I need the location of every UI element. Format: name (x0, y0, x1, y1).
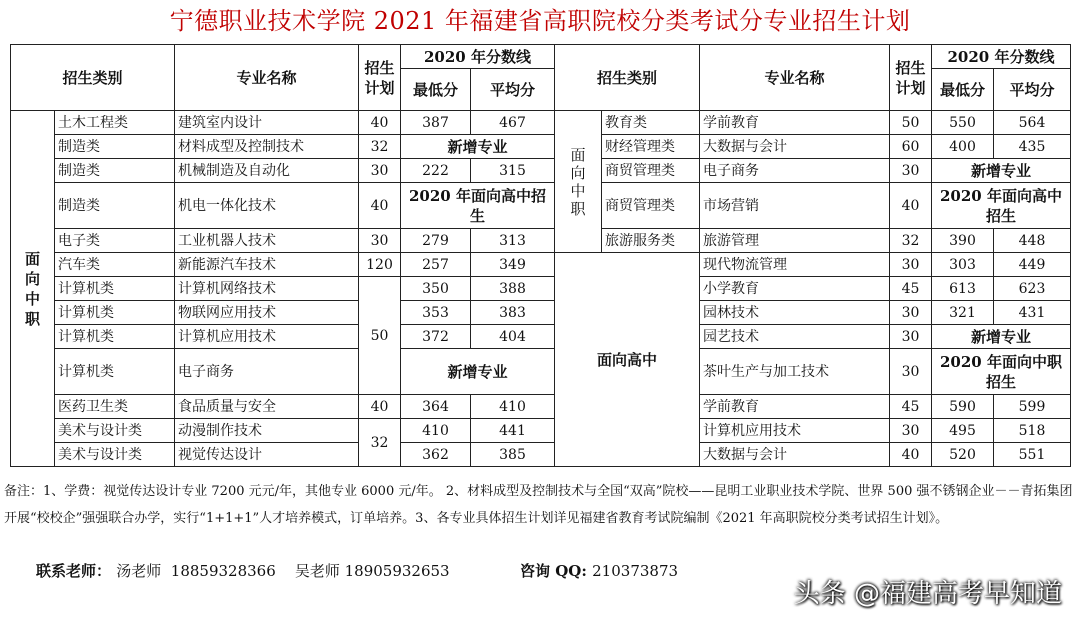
table-cell: 建筑室内设计 (175, 111, 359, 135)
table-cell: 30 (890, 419, 932, 443)
table-cell: 385 (471, 443, 555, 467)
table-cell: 60 (890, 135, 932, 159)
table-cell: 518 (994, 419, 1071, 443)
contact-label: 联系老师： (36, 562, 112, 580)
table-cell: 机械制造及自动化 (175, 159, 359, 183)
table-cell: 旅游服务类 (602, 229, 700, 253)
table-cell: 495 (932, 419, 994, 443)
table-cell: 机电一体化技术 (175, 183, 359, 229)
table-cell: 467 (471, 111, 555, 135)
qq-label: 咨询 QQ: (520, 562, 587, 580)
header-plan: 招生计划 (359, 45, 401, 111)
table-cell: 30 (890, 301, 932, 325)
table-cell: 623 (994, 277, 1071, 301)
header-score-group: 2020 年分数线 (401, 45, 555, 69)
table-cell: 小学教育 (700, 277, 890, 301)
table-cell: 590 (932, 395, 994, 419)
table-cell: 计算机类 (55, 301, 175, 325)
contact-teachers-text: 汤老师 18859328366 吴老师 18905932653 (116, 562, 450, 580)
table-cell: 学前教育 (700, 395, 890, 419)
contact-teachers (36, 560, 450, 582)
table-cell: 电子类 (55, 229, 175, 253)
table-cell: 40 (359, 183, 401, 229)
header-major-right: 专业名称 (700, 45, 890, 111)
table-cell: 旅游管理 (700, 229, 890, 253)
table-cell: 财经管理类 (602, 135, 700, 159)
table-cell: 动漫制作技术 (175, 419, 359, 443)
contact-qq (520, 560, 678, 582)
table-cell: 计算机网络技术 (175, 277, 359, 301)
table-cell: 商贸管理类 (602, 159, 700, 183)
table-cell: 医药卫生类 (55, 395, 175, 419)
table-cell: 50 (890, 111, 932, 135)
table-cell: 120 (359, 253, 401, 277)
table-cell: 30 (890, 325, 932, 349)
table-cell: 404 (471, 325, 555, 349)
recruit-note: 2020 年面向高中招生 (401, 183, 555, 229)
table-cell: 410 (401, 419, 471, 443)
table-cell: 303 (932, 253, 994, 277)
group-label-right-highschool: 面向高中 (555, 253, 700, 467)
table-cell: 257 (401, 253, 471, 277)
table-cell: 40 (890, 183, 932, 229)
table-cell: 现代物流管理 (700, 253, 890, 277)
table-cell: 315 (471, 159, 555, 183)
table-cell: 45 (890, 277, 932, 301)
table-cell: 计算机应用技术 (700, 419, 890, 443)
table-cell: 土木工程类 (55, 111, 175, 135)
table-cell: 551 (994, 443, 1071, 467)
table-cell: 工业机器人技术 (175, 229, 359, 253)
table-cell: 茶叶生产与加工技术 (700, 349, 890, 395)
table-cell: 制造类 (55, 183, 175, 229)
table-cell: 电子商务 (700, 159, 890, 183)
table-cell: 美术与设计类 (55, 443, 175, 467)
enrollment-plan-table (10, 44, 1071, 467)
header-major: 专业名称 (175, 45, 359, 111)
merged-plan-computer: 50 (359, 277, 401, 395)
table-cell: 550 (932, 111, 994, 135)
header-min-right: 最低分 (932, 69, 994, 111)
new-major-note: 新增专业 (932, 159, 1071, 183)
header-plan-right: 招生计划 (890, 45, 932, 111)
table-cell: 计算机应用技术 (175, 325, 359, 349)
table-cell: 制造类 (55, 135, 175, 159)
table-cell: 园林技术 (700, 301, 890, 325)
table-cell: 435 (994, 135, 1071, 159)
table-cell: 市场营销 (700, 183, 890, 229)
table-cell: 40 (890, 443, 932, 467)
table-cell: 制造类 (55, 159, 175, 183)
table-cell: 30 (890, 159, 932, 183)
table-cell: 计算机类 (55, 325, 175, 349)
table-cell: 350 (401, 277, 471, 301)
table-cell: 279 (401, 229, 471, 253)
table-cell: 视觉传达设计 (175, 443, 359, 467)
table-cell: 441 (471, 419, 555, 443)
table-cell: 32 (359, 135, 401, 159)
table-cell: 349 (471, 253, 555, 277)
new-major-note: 新增专业 (932, 325, 1071, 349)
table-cell: 388 (471, 277, 555, 301)
header-category: 招生类别 (11, 45, 175, 111)
table-cell: 计算机类 (55, 349, 175, 395)
table-cell: 564 (994, 111, 1071, 135)
table-cell: 400 (932, 135, 994, 159)
new-major-note: 新增专业 (401, 135, 555, 159)
recruit-note: 2020 年面向高中招生 (932, 183, 1071, 229)
table-cell: 362 (401, 443, 471, 467)
table-cell: 45 (890, 395, 932, 419)
page-title: 宁德职业技术学院 2021 年福建省高职院校分类考试分专业招生计划 (169, 7, 911, 35)
group-label-right-vocational: 面向中职 (555, 111, 602, 253)
header-min: 最低分 (401, 69, 471, 111)
merged-plan-art: 32 (359, 419, 401, 467)
table-cell: 电子商务 (175, 349, 359, 395)
table-cell: 30 (890, 349, 932, 395)
table-cell: 30 (359, 229, 401, 253)
header-avg-right: 平均分 (994, 69, 1071, 111)
table-cell: 32 (890, 229, 932, 253)
header-category-right: 招生类别 (555, 45, 700, 111)
table-cell: 431 (994, 301, 1071, 325)
header-score-group-right: 2020 年分数线 (932, 45, 1071, 69)
table-cell: 教育类 (602, 111, 700, 135)
watermark: 头条 @福建高考早知道 (793, 579, 1062, 609)
group-label-left: 面向中职 (11, 111, 55, 467)
table-cell: 学前教育 (700, 111, 890, 135)
table-cell: 353 (401, 301, 471, 325)
table-cell: 387 (401, 111, 471, 135)
table-cell: 372 (401, 325, 471, 349)
new-major-note: 新增专业 (401, 349, 555, 395)
table-cell: 园艺技术 (700, 325, 890, 349)
table-cell: 材料成型及控制技术 (175, 135, 359, 159)
table-cell: 大数据与会计 (700, 135, 890, 159)
table-cell: 383 (471, 301, 555, 325)
table-cell: 321 (932, 301, 994, 325)
table-cell: 313 (471, 229, 555, 253)
qq-number: 210373873 (592, 562, 679, 580)
table-cell: 449 (994, 253, 1071, 277)
table-cell: 30 (359, 159, 401, 183)
table-cell: 599 (994, 395, 1071, 419)
table-cell: 222 (401, 159, 471, 183)
table-cell: 大数据与会计 (700, 443, 890, 467)
table-cell: 30 (890, 253, 932, 277)
table-cell: 商贸管理类 (602, 183, 700, 229)
table-cell: 410 (471, 395, 555, 419)
table-cell: 40 (359, 395, 401, 419)
recruit-note: 2020 年面向中职招生 (932, 349, 1071, 395)
table-cell: 新能源汽车技术 (175, 253, 359, 277)
header-avg: 平均分 (471, 69, 555, 111)
table-cell: 390 (932, 229, 994, 253)
table-cell: 物联网应用技术 (175, 301, 359, 325)
table-cell: 汽车类 (55, 253, 175, 277)
table-cell: 计算机类 (55, 277, 175, 301)
table-cell: 364 (401, 395, 471, 419)
table-cell: 520 (932, 443, 994, 467)
table-cell: 食品质量与安全 (175, 395, 359, 419)
table-cell: 448 (994, 229, 1071, 253)
table-cell: 40 (359, 111, 401, 135)
notes-paragraph: 备注：1、学费：视觉传达设计专业 7200 元元/年，其他专业 6000 元/年。 2、材料成型及控制技术与全国“双高”院校——昆明工业职业技术学院、世界 500 强不锈钢企业－－青拓集团开展“校校企”强强联合办学，实行“1+1+1”人才培养模式，订单培养。3、各专业具体招生计划详见福建省教育考试院编制《2021 年高职院校分类考试招生计划》。 (4, 484, 1073, 526)
table-cell: 美术与设计类 (55, 419, 175, 443)
table-cell: 613 (932, 277, 994, 301)
